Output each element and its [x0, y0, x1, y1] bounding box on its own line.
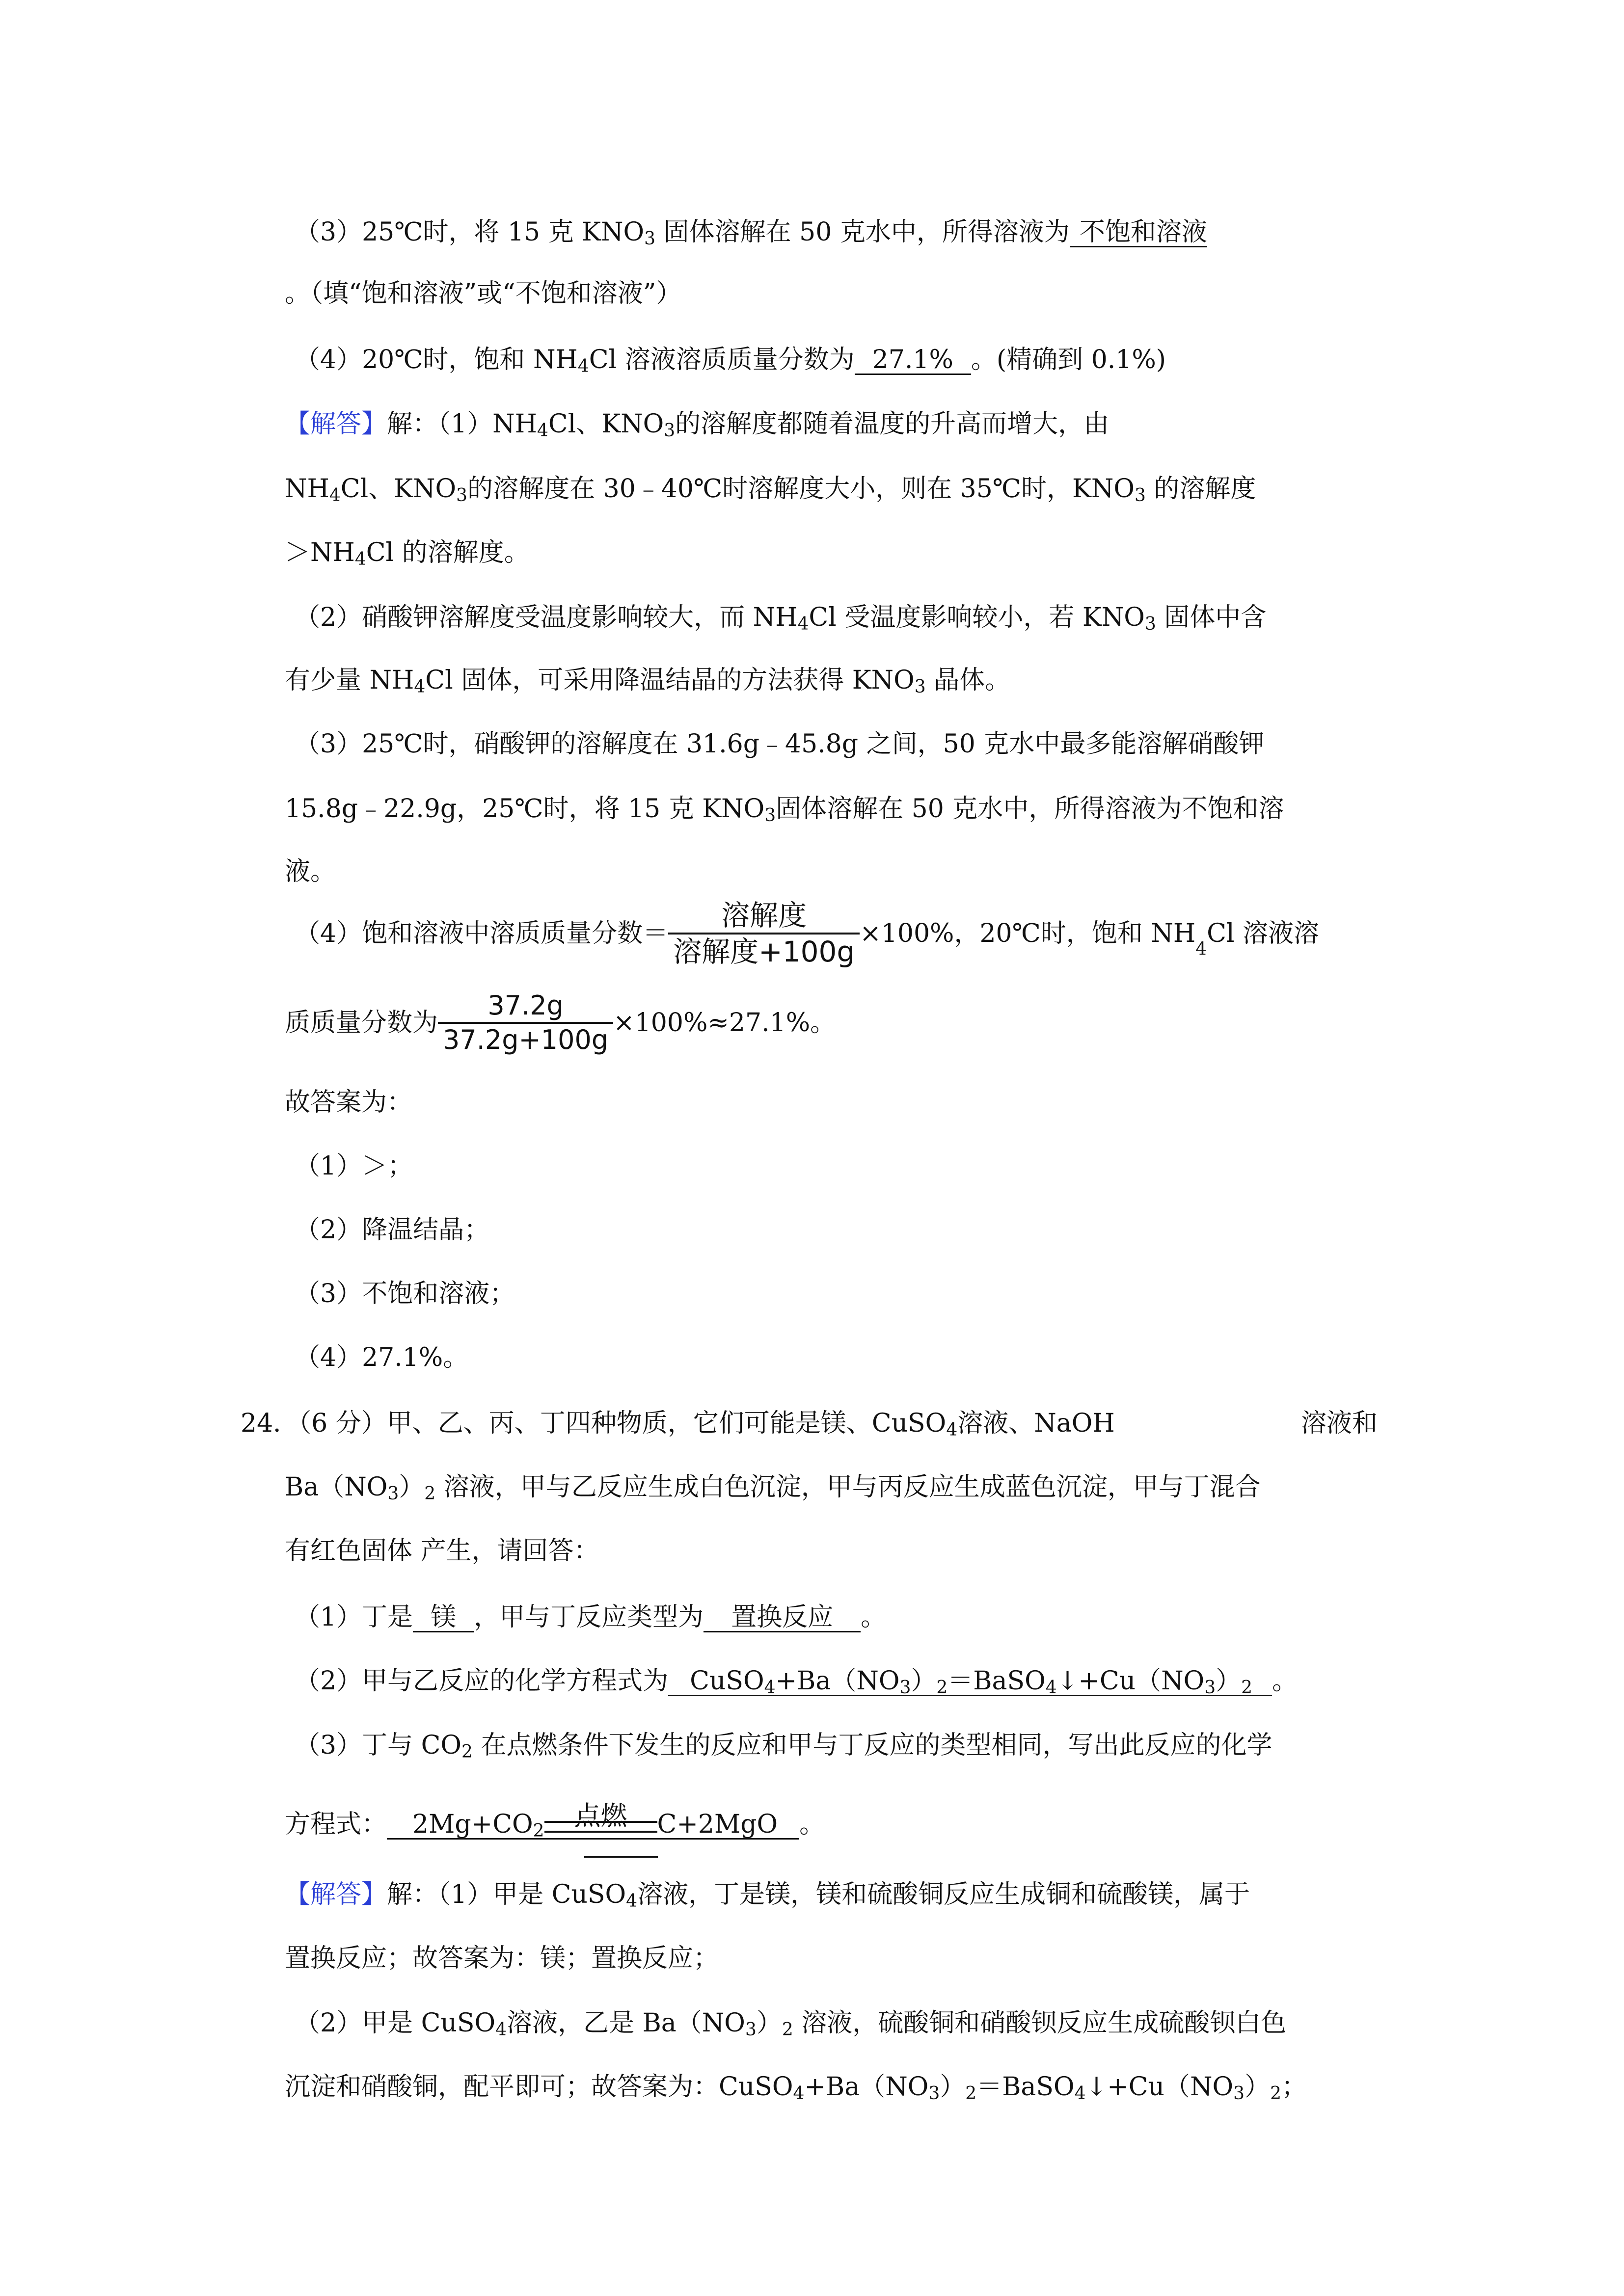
text: 解：（1）NH: [387, 409, 537, 439]
sol23-line1: [285, 409, 1110, 441]
text: Ba（NO: [285, 1472, 388, 1502]
subscript: 3: [1233, 2083, 1245, 2104]
text: C+2MgO: [657, 1810, 778, 1839]
subscript: 4: [793, 2083, 805, 2104]
text: ×100%≈27.1%。: [613, 1008, 836, 1038]
subscript: 2: [782, 2020, 793, 2040]
sol23-p4-line2: [285, 992, 836, 1053]
subscript: 4: [537, 421, 548, 441]
sol24-p2-line2: [285, 2072, 1307, 2104]
text: 溶液，硫酸铜和硝酸钡反应生成硫酸钡白色: [793, 2008, 1287, 2038]
q24-part1: [295, 1604, 886, 1632]
text: 。: [799, 1810, 825, 1839]
sol24-p2-line1: [295, 2008, 1287, 2040]
text: ＞NH: [285, 538, 355, 567]
sol23-line3: [285, 538, 530, 569]
subscript: 4: [414, 677, 426, 697]
subscript: 4: [946, 1420, 958, 1440]
sol23-final-2: （2）降温结晶；: [295, 1215, 490, 1245]
subscript: 4: [797, 614, 809, 634]
fraction-calculation: [438, 992, 613, 1053]
sol23-p2-line1: [295, 603, 1267, 634]
subscript: 4: [1045, 1678, 1057, 1698]
text: ）: [940, 2072, 966, 2102]
fraction-solubility: [668, 901, 860, 966]
text: 固体溶解在 50 克水中，所得溶液为: [655, 217, 1070, 247]
sol23-p3-line1: （3）25℃时，硝酸钾的溶解度在 31.6g﹣45.8g 之间，50 克水中最多能溶解硝酸钾: [295, 729, 1265, 759]
subscript: 3: [1204, 1678, 1216, 1698]
text: 固体溶解在 50 克水中，所得溶液为不饱和溶: [776, 794, 1284, 824]
text: 晶体。: [925, 666, 1011, 695]
subscript: 3: [1144, 614, 1156, 634]
sol23-p2-line2: [285, 666, 1011, 697]
subscript: 3: [899, 1678, 911, 1698]
subscript: 3: [764, 805, 776, 826]
fraction-denominator: 37.2g+100g: [438, 1022, 613, 1053]
text: 在点燃条件下发生的反应和甲与丁反应的类型相同，写出此反应的化学: [472, 1731, 1272, 1760]
text: （2）甲是 CuSO: [295, 2008, 496, 2038]
subscript: 2: [965, 2083, 977, 2104]
text: 固体中含: [1156, 603, 1267, 632]
sol23-final-intro: 故答案为：: [285, 1088, 413, 1117]
q23-part3-line2: 。（填“饱和溶液”或“不饱和溶液”）: [285, 279, 682, 308]
answer-equation: [668, 1668, 1272, 1696]
text: 方程式：: [285, 1810, 387, 1839]
solution-tag: 【解答】: [285, 409, 387, 439]
answer-blank-2: 置换反应: [704, 1604, 861, 1632]
sol23-final-1: （1）＞；: [295, 1151, 413, 1181]
text: 24．（6 分）甲、乙、丙、丁四种物质，它们可能是镁、CuSO: [241, 1409, 947, 1438]
text: 的溶解度: [1145, 474, 1256, 504]
q24-line2: [285, 1472, 1261, 1504]
text: （3）丁与 CO: [295, 1731, 462, 1760]
q24-part3-line2: [285, 1800, 825, 1841]
text: ）: [1245, 2072, 1271, 2102]
text: Cl 溶液溶质质量分数为: [589, 345, 855, 374]
text: ×100%，20℃时，饱和 NH: [860, 919, 1196, 948]
subscript: 4: [354, 549, 366, 569]
q23-part4-line: [295, 347, 1166, 375]
subscript: 4: [329, 485, 341, 506]
text: ）: [911, 1666, 937, 1696]
text: 的溶解度在 30﹣40℃时溶解度大小，则在 35℃时，KNO: [467, 474, 1135, 504]
text: 有少量 NH: [285, 666, 414, 695]
text: +Ba（NO: [804, 2072, 929, 2102]
q24-line3: 有红色固体 产生，请回答：: [285, 1536, 599, 1566]
text: 溶液、NaOH: [957, 1409, 1115, 1438]
text: +Ba（NO: [775, 1666, 900, 1696]
q24-line1-end: 溶液和: [1301, 1409, 1378, 1438]
subscript: 3: [1134, 485, 1146, 506]
text: 溶液，甲与乙反应生成白色沉淀，甲与丙反应生成蓝色沉淀，甲与丁混合: [435, 1472, 1261, 1502]
text: ↓+Cu（NO: [1056, 1666, 1205, 1696]
text: （2）甲与乙反应的化学方程式为: [295, 1666, 669, 1696]
text: 2Mg+CO: [412, 1810, 533, 1839]
text: NH: [285, 474, 329, 504]
solution-tag: 【解答】: [285, 1880, 387, 1909]
text: Cl 受温度影响较小，若 KNO: [809, 603, 1145, 632]
text: ＝BaSO: [947, 1666, 1046, 1696]
sol24-line2: 置换反应；故答案为：镁；置换反应；: [285, 1944, 719, 1973]
answer-equation: [387, 1800, 799, 1841]
subscript: 2: [533, 1821, 544, 1841]
fraction-numerator: 37.2g: [487, 990, 564, 1021]
text: 溶液，丁是镁，镁和硫酸铜反应生成铜和硫酸镁，属于: [637, 1880, 1250, 1909]
text: 。: [1272, 1666, 1298, 1696]
fraction-denominator: 溶解度+100g: [668, 933, 860, 966]
q24-line1: [241, 1409, 1115, 1440]
text: 。(精确到 0.1%): [971, 345, 1166, 374]
subscript: 4: [1074, 2083, 1086, 2104]
text: ，甲与丁反应类型为: [474, 1602, 704, 1632]
text: （1）丁是: [295, 1602, 413, 1632]
sol23-final-3: （3）不饱和溶液；: [295, 1279, 515, 1308]
text: ）: [1216, 1666, 1242, 1696]
text: 解：（1）甲是 CuSO: [387, 1880, 626, 1909]
subscript: 3: [914, 677, 926, 697]
q23-part3-line1: [295, 219, 1207, 247]
subscript: 4: [577, 356, 589, 376]
sol23-p4-line1: [295, 901, 1319, 966]
text: 质质量分数为: [285, 1008, 438, 1038]
sol23-line2: [285, 474, 1256, 506]
q24-part2: [295, 1668, 1298, 1696]
subscript: 4: [626, 1891, 638, 1911]
sol24-line1: [285, 1880, 1250, 1911]
equation-underline-extra: [584, 1856, 658, 1858]
subscript: 2: [936, 1678, 948, 1698]
subscript: 2: [461, 1742, 473, 1762]
text: 溶液，乙是 Ba（NO: [507, 2008, 745, 2038]
text: 。: [861, 1602, 887, 1632]
text: （4）饱和溶液中溶质质量分数＝: [295, 919, 669, 948]
subscript: 4: [764, 1678, 776, 1698]
subscript: 3: [745, 2020, 757, 2040]
text: （2）硝酸钾溶解度受温度影响较大，而 NH: [295, 603, 798, 632]
sol23-p3-line3: 液。: [285, 857, 336, 886]
sol23-final-4: （4）27.1%。: [295, 1343, 469, 1372]
subscript: 3: [387, 1484, 399, 1504]
text: （4）20℃时，饱和 NH: [295, 345, 578, 374]
text: ↓+Cu（NO: [1085, 2072, 1234, 2102]
text: （3）25℃时，将 15 克 KNO: [295, 217, 645, 247]
text: ）: [756, 2008, 782, 2038]
text: ＝BaSO: [976, 2072, 1075, 2102]
answer-blank: 不饱和溶液: [1070, 219, 1207, 247]
text: CuSO: [690, 1666, 764, 1696]
subscript: 2: [424, 1484, 436, 1504]
answer-blank: 27.1%: [855, 347, 971, 375]
answer-blank-1: 镁: [413, 1604, 474, 1632]
q24-part3-line1: [295, 1731, 1272, 1762]
text: ）: [399, 1472, 425, 1502]
subscript: 2: [1241, 1678, 1253, 1698]
subscript: 3: [664, 421, 676, 441]
fraction-numerator: 溶解度: [721, 899, 807, 932]
subscript: 3: [644, 229, 656, 249]
reaction-condition: [544, 1800, 657, 1833]
text: Cl、KNO: [548, 409, 664, 439]
sol23-p3-line2: [285, 794, 1284, 826]
subscript: 2: [1270, 2083, 1281, 2104]
subscript: 3: [928, 2083, 940, 2104]
text: ；: [1281, 2072, 1307, 2102]
subscript: 4: [1195, 939, 1207, 960]
subscript: 4: [495, 2020, 507, 2040]
subscript: 3: [456, 485, 468, 506]
condition-label: 点燃: [574, 1800, 627, 1831]
text: Cl、KNO: [340, 474, 457, 504]
text: 15.8g﹣22.9g，25℃时，将 15 克 KNO: [285, 794, 765, 824]
text: Cl 的溶解度。: [366, 538, 530, 567]
text: Cl 溶液溶: [1207, 919, 1320, 948]
text: 沉淀和硝酸铜，配平即可；故答案为：CuSO: [285, 2072, 793, 2102]
text: Cl 固体，可采用降温结晶的方法获得 KNO: [425, 666, 915, 695]
text: 的溶解度都随着温度的升高而增大，由: [675, 409, 1110, 439]
